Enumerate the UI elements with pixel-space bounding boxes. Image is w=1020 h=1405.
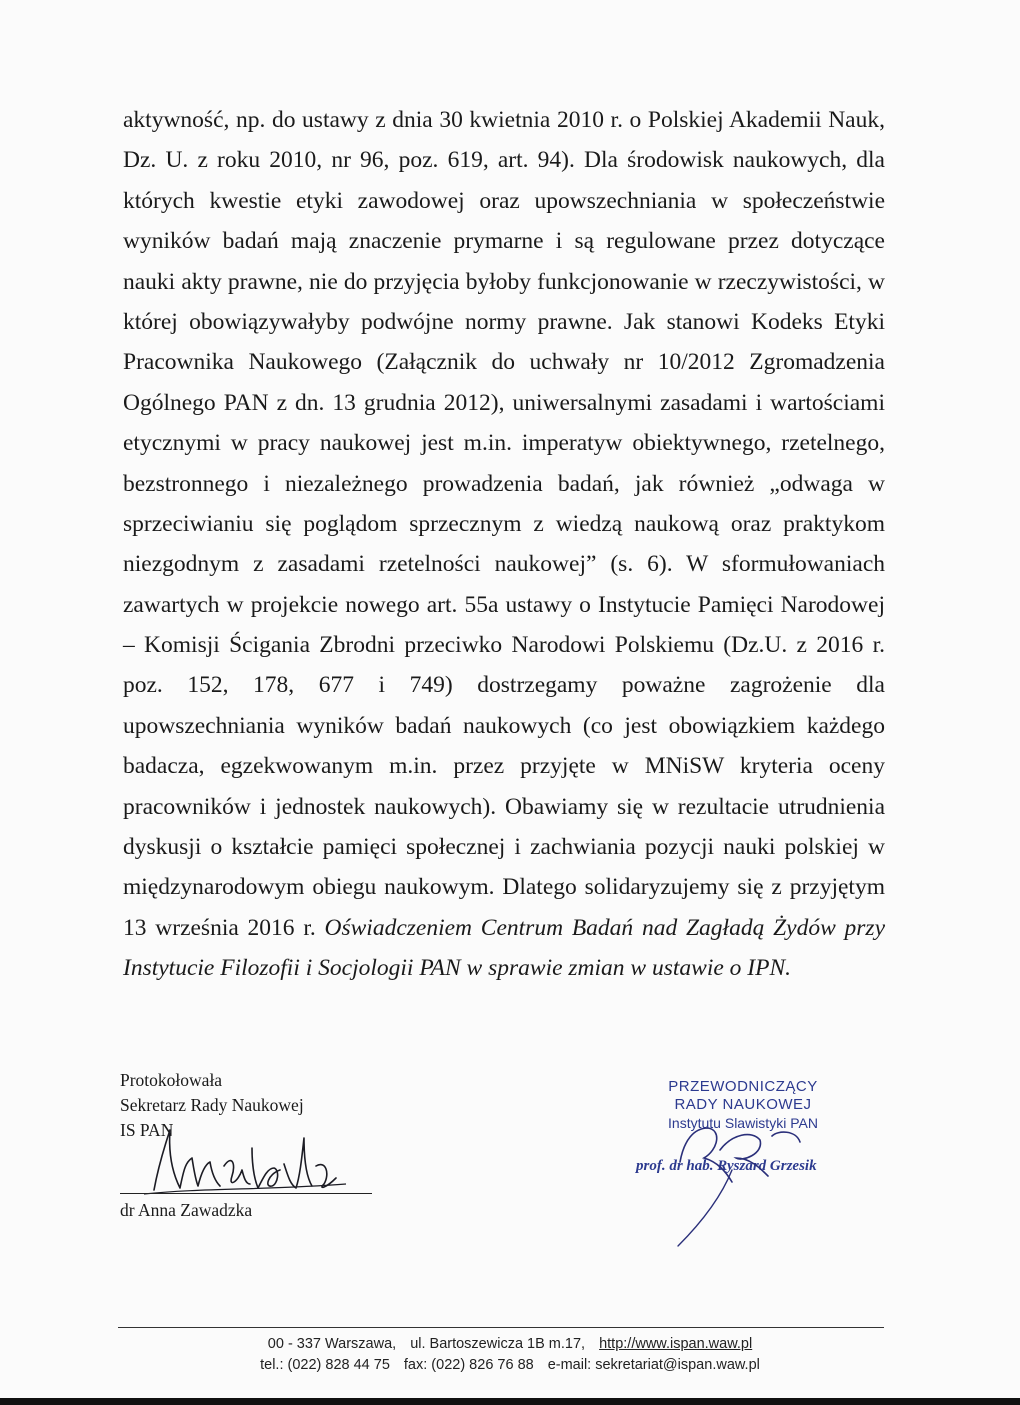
footer-email[interactable]: e-mail: sekretariat@ispan.waw.pl xyxy=(547,1357,760,1373)
body-line: Dz. U. z roku 2010, nr 96, poz. 619, art. 94). Dla środowisk naukowych, dla xyxy=(123,147,885,174)
body-line: których kwestie etyki zawodowej oraz upowszechniania w społeczeństwie xyxy=(123,187,885,214)
body-line: dyskusji o kształcie pamięci społecznej i zachwiania pozycji nauki polskiej w xyxy=(123,834,885,861)
footer-phone: tel.: (022) 828 44 75 xyxy=(260,1357,390,1373)
stamp-council: RADY NAUKOWEJ xyxy=(674,1096,812,1113)
body-line: niezgodnym z zasadami rzetelności naukowej” (s. 6). W sformułowaniach xyxy=(123,551,885,578)
body-line: pracowników i jednostek naukowych). Obawiamy się w rezultacie utrudnienia xyxy=(123,793,885,820)
letter-body xyxy=(123,100,885,989)
footer-address: 00 - 337 Warszawa, xyxy=(267,1336,397,1352)
body-line: międzynarodowym obiegu naukowym. Dlatego solidaryzujemy się z przyjętym xyxy=(123,874,885,901)
signatory-role: Sekretarz Rady Naukowej xyxy=(120,1095,304,1115)
footer-street: ul. Bartoszewicza 1B m.17, xyxy=(410,1336,586,1352)
body-text-plain: 13 września 2016 r. xyxy=(123,914,325,941)
letterhead-footer xyxy=(0,1334,1020,1376)
body-line: aktywność, np. do ustawy z dnia 30 kwietnia 2010 r. o Polskiej Akademii Nauk, xyxy=(123,107,885,133)
body-line: badacza, egzekwowanym m.in. przez przyjęte w MNiSW kryteria oceny xyxy=(123,753,885,780)
footer-website-link[interactable]: http://www.ispan.waw.pl xyxy=(599,1336,753,1352)
statement-title-italic: Oświadczeniem Centrum Badań nad Zagładą Żydów przy xyxy=(324,914,886,941)
body-line: etycznymi w pracy naukowej jest m.in. imperatyw obiektywnego, rzetelnego, xyxy=(123,430,885,457)
stamp-person: prof. dr hab. Ryszard Grzesik xyxy=(636,1158,817,1174)
body-line: Pracownika Naukowego (Załącznik do uchwały nr 10/2012 Zgromadzenia xyxy=(123,349,885,376)
body-line: wyników badań mają znaczenie prymarne i są regulowane przez dotyczące xyxy=(123,228,885,255)
statement-title-italic-end: Instytucie Filozofii i Socjologii PAN w sprawie zmian w ustawie o IPN. xyxy=(123,955,792,982)
body-line: sprzeciwianiu się poglądom sprzecznym z wiedzą naukową oraz praktykom xyxy=(123,510,885,537)
body-line: zawartych w projekcie nowego art. 55a ustawy o Instytucie Pamięci Narodowej xyxy=(123,591,885,618)
handwritten-signature-right xyxy=(660,1110,820,1250)
body-line: – Komisji Ścigania Zbrodni przeciwko Narodowi Polskiemu (Dz.U. z 2016 r. xyxy=(123,632,885,659)
footer-divider xyxy=(118,1327,884,1328)
signature-line xyxy=(120,1193,372,1194)
body-line: upowszechniania wyników badań naukowych (co jest obowiązkiem każdego xyxy=(123,712,885,739)
body-line: poz. 152, 178, 677 i 749) dostrzegamy poważne zagrożenie dla xyxy=(123,672,885,699)
body-line: bezstronnego i niezależnego prowadzenia badań, jak również „odwaga w xyxy=(123,470,885,497)
handwritten-signature-left xyxy=(140,1118,350,1198)
scan-bottom-edge xyxy=(0,1398,1020,1405)
footer-fax: fax: (022) 826 76 88 xyxy=(403,1357,534,1373)
signatory-institution: IS PAN xyxy=(120,1120,174,1140)
stamp-institute: Instytutu Slawistyki PAN xyxy=(668,1115,818,1131)
signatory-name: dr Anna Zawadzka xyxy=(120,1200,253,1220)
body-line: Ogólnego PAN z dn. 13 grudnia 2012), uniwersalnymi zasadami i wartościami xyxy=(123,389,885,416)
body-line: nauki akty prawne, nie do przyjęcia byłoby funkcjonowanie w rzeczywistości, w xyxy=(123,268,885,295)
stamp-title: PRZEWODNICZĄCY xyxy=(668,1078,818,1095)
signatory-role: Protokołowała xyxy=(120,1070,223,1090)
body-line: której obowiązywałyby podwójne normy prawne. Jak stanowi Kodeks Etyki xyxy=(123,308,885,335)
body-line-mixed xyxy=(123,908,885,948)
